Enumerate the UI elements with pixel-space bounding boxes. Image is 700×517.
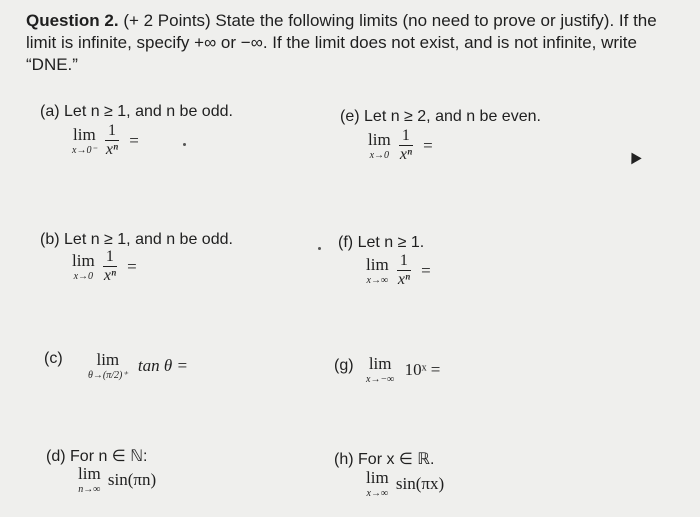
mouse-cursor-icon — [626, 150, 641, 165]
part-condition: Let n ≥ 1, and n be odd. — [64, 103, 233, 120]
part-label: (e) — [340, 108, 360, 125]
question-instructions: (+ 2 Points) State the following limits (no need to prove or justify). If the limit is infinite, specify +∞ or −∞. If the limit does not exist, and is not infinite, write “DNE.” — [26, 11, 657, 74]
lim-operator: lim — [73, 125, 96, 144]
equals-sign: = — [129, 130, 139, 150]
lim-operator: lim — [366, 468, 389, 487]
part-label: (f) — [338, 234, 354, 251]
lim-subscript: x→0⁻ — [72, 145, 97, 156]
lim-operator: lim — [368, 354, 392, 373]
part-f — [338, 234, 424, 252]
lim-subscript: θ→(π/2)⁺ — [88, 370, 128, 381]
limit-e — [368, 127, 433, 164]
limit-expression: 10ˣ = — [404, 359, 441, 379]
limit-expression: sin(πx) — [395, 473, 445, 493]
fraction-numerator: 1 — [399, 127, 413, 146]
fraction-denominator: xⁿ — [399, 146, 412, 163]
limit-h — [366, 468, 444, 499]
fraction-numerator: 1 — [105, 122, 119, 141]
limit-f — [366, 252, 431, 289]
part-c — [44, 350, 63, 368]
equals-sign: = — [127, 256, 137, 276]
part-label: (h) — [334, 451, 354, 468]
part-b — [40, 231, 233, 249]
fraction-denominator: xⁿ — [397, 271, 410, 288]
part-condition: Let n ≥ 1, and n be odd. — [64, 231, 233, 248]
equals-sign: = — [423, 135, 433, 155]
lim-operator: lim — [78, 464, 101, 483]
part-d — [46, 446, 147, 466]
stray-mark — [183, 143, 186, 146]
limit-a — [72, 122, 139, 159]
limit-expression: tan θ = — [137, 355, 188, 375]
part-h — [334, 449, 434, 469]
lim-subscript: x→−∞ — [366, 374, 395, 385]
equals-sign: = — [421, 260, 431, 280]
part-g — [334, 357, 354, 375]
part-condition: Let n ≥ 1. — [357, 234, 425, 251]
lim-operator: lim — [368, 130, 391, 149]
part-condition: Let n ≥ 2, and n be even. — [364, 108, 541, 125]
fraction-numerator: 1 — [397, 252, 411, 271]
part-label: (c) — [44, 350, 63, 367]
question-header — [26, 10, 686, 76]
part-a — [40, 103, 233, 121]
limit-g — [366, 354, 440, 385]
lim-subscript: n→∞ — [78, 484, 101, 495]
fraction-denominator: xⁿ — [105, 141, 119, 158]
part-label: (g) — [334, 357, 354, 374]
lim-subscript: x→0 — [73, 271, 94, 282]
limit-b — [72, 248, 137, 285]
limit-d — [78, 464, 156, 495]
lim-subscript: x→∞ — [366, 275, 389, 286]
lim-subscript: x→∞ — [366, 488, 389, 499]
question-number: Question 2. — [26, 11, 119, 30]
part-label: (b) — [40, 231, 60, 248]
lim-operator: lim — [96, 350, 120, 369]
lim-subscript: x→0 — [369, 150, 390, 161]
limit-expression: sin(πn) — [107, 469, 157, 489]
lim-operator: lim — [366, 255, 389, 274]
stray-mark — [318, 247, 321, 250]
part-condition: For x ∈ ℝ. — [358, 451, 435, 468]
lim-operator: lim — [72, 251, 95, 270]
part-condition: For n ∈ ℕ: — [70, 448, 148, 465]
part-e — [340, 108, 541, 126]
limit-c — [88, 350, 188, 381]
fraction-denominator: xⁿ — [103, 267, 116, 284]
part-label: (a) — [40, 103, 60, 120]
part-label: (d) — [46, 448, 66, 465]
fraction-numerator: 1 — [103, 248, 117, 267]
